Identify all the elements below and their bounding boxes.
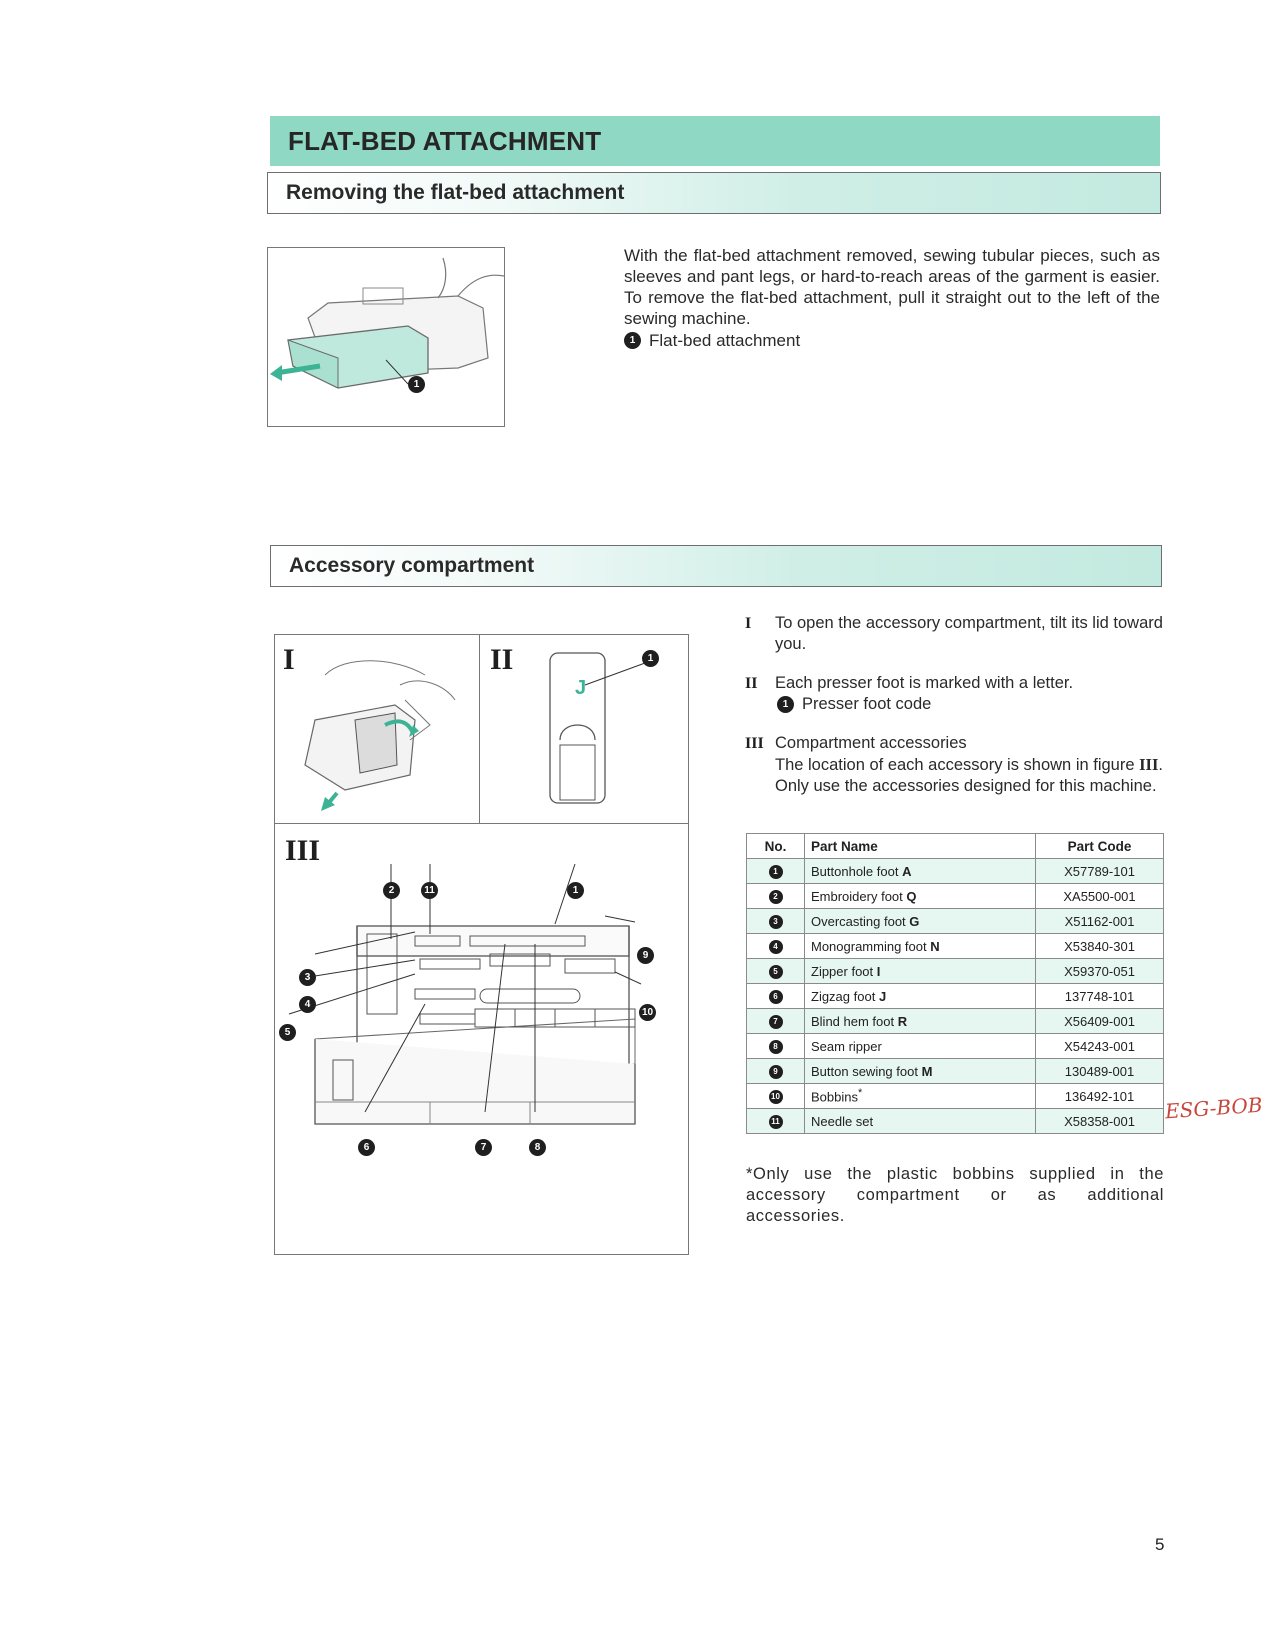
fig3-callout: 3 — [299, 969, 316, 986]
figure-III-label: III — [285, 834, 321, 867]
flatbed-illustration — [268, 248, 504, 426]
row-number: 3 — [769, 915, 783, 929]
legend-label: Presser foot code — [802, 695, 932, 713]
part-name: Embroidery foot Q — [805, 884, 1036, 909]
presser-foot-illustration — [540, 645, 680, 820]
step-text: To open the accessory compartment, tilt its lid toward you. — [775, 614, 1163, 653]
header-no: No. — [747, 834, 805, 859]
footnote: *Only use the plastic bobbins supplied in the accessory compartment or as additional accessories. — [746, 1165, 1164, 1225]
legend-num: 1 — [777, 696, 794, 713]
row-number: 7 — [769, 1015, 783, 1029]
part-letter: N — [930, 938, 940, 954]
row-number: 6 — [769, 990, 783, 1004]
row-number: 8 — [769, 1040, 783, 1054]
table-row — [747, 959, 1164, 984]
fig3-callout: 5 — [279, 1024, 296, 1041]
part-name: Overcasting foot G — [805, 909, 1036, 934]
removing-paragraph: With the flat-bed attachment removed, sewing tubular pieces, such as sleeves and pant legs, or hard-to-reach areas of the garment is easier. To remove the flat-bed attachment, pull it straight out to the left of the sewing machine. — [624, 246, 1160, 328]
part-code: 136492-101 — [1036, 1084, 1164, 1109]
fig3-callout: 7 — [475, 1139, 492, 1156]
table-row — [747, 1109, 1164, 1134]
part-name: Blind hem foot R — [805, 1009, 1036, 1034]
table-header — [747, 834, 1164, 859]
row-number: 10 — [769, 1090, 783, 1104]
table-row — [747, 859, 1164, 884]
figure-I-label: I — [283, 643, 295, 676]
table-row — [747, 1059, 1164, 1084]
row-number: 2 — [769, 890, 783, 904]
table-row — [747, 934, 1164, 959]
part-letter: G — [909, 913, 920, 929]
header-part-name: Part Name — [805, 834, 1036, 859]
accessory-heading: Accessory compartment — [289, 554, 535, 577]
step-num: I — [745, 615, 752, 632]
row-number: 9 — [769, 1065, 783, 1079]
part-letter: M — [921, 1063, 933, 1079]
page-number: 5 — [1155, 1535, 1165, 1554]
figure-III — [274, 823, 689, 1255]
part-name: Needle set — [805, 1109, 1036, 1134]
row-number: 11 — [769, 1115, 783, 1129]
handwritten-note: ESG-BOB — [1164, 1092, 1264, 1124]
part-name: Zipper foot I — [805, 959, 1036, 984]
table-row — [747, 884, 1164, 909]
step-III — [745, 733, 1165, 797]
part-code: X59370-051 — [1036, 959, 1164, 984]
part-letter: J — [878, 988, 887, 1004]
legend-num: 1 — [624, 332, 641, 349]
step-text: Compartment accessories — [775, 734, 967, 752]
fig3-callout: 10 — [639, 1004, 656, 1021]
table-row — [747, 909, 1164, 934]
accessory-steps — [745, 613, 1165, 815]
fig3-callout: 6 — [358, 1139, 375, 1156]
section-title: FLAT-BED ATTACHMENT — [288, 125, 602, 156]
flatbed-callout-1: 1 — [408, 376, 425, 393]
step-num: III — [745, 735, 764, 752]
fig3-callout: 4 — [299, 996, 316, 1013]
removing-callout-legend — [624, 330, 800, 351]
figure-II-callout: 1 — [642, 650, 659, 667]
table-row — [747, 1084, 1164, 1109]
header-part-code: Part Code — [1036, 834, 1164, 859]
part-name: Buttonhole foot A — [805, 859, 1036, 884]
step-text: Each presser foot is marked with a letter. — [775, 674, 1074, 692]
compartment-layout-illustration — [275, 824, 688, 1254]
step-num: II — [745, 675, 758, 692]
part-letter: Q — [906, 888, 917, 904]
part-letter: R — [897, 1013, 908, 1029]
step-III-detail: The location of each accessory is shown in figure III. Only use the accessories designed for this machine. — [775, 755, 1163, 795]
figure-II — [479, 634, 689, 824]
part-name: Monogramming foot N — [805, 934, 1036, 959]
legend-label: Flat-bed attachment — [649, 331, 801, 350]
part-name: Button sewing foot M — [805, 1059, 1036, 1084]
fig3-callout: 9 — [637, 947, 654, 964]
step-II-legend — [777, 694, 1073, 715]
part-code: X51162-001 — [1036, 909, 1164, 934]
part-letter: I — [876, 963, 881, 979]
row-number: 4 — [769, 940, 783, 954]
parts-table — [746, 833, 1164, 1134]
part-code: X57789-101 — [1036, 859, 1164, 884]
fig3-callout: 11 — [421, 882, 438, 899]
part-name: Seam ripper — [805, 1034, 1036, 1059]
part-name: Zigzag foot J — [805, 984, 1036, 1009]
row-number: 1 — [769, 865, 783, 879]
part-code: X58358-001 — [1036, 1109, 1164, 1134]
part-code: 130489-001 — [1036, 1059, 1164, 1084]
part-code: X56409-001 — [1036, 1009, 1164, 1034]
part-letter: * — [857, 1087, 863, 1100]
part-code: X53840-301 — [1036, 934, 1164, 959]
table-row — [747, 1009, 1164, 1034]
part-code: 137748-101 — [1036, 984, 1164, 1009]
fig3-callout: 8 — [529, 1139, 546, 1156]
row-number: 5 — [769, 965, 783, 979]
part-letter: A — [902, 863, 912, 879]
figure-I — [274, 634, 480, 824]
accessory-heading-bar — [270, 545, 1162, 587]
table-row — [747, 1034, 1164, 1059]
removing-heading-bar — [267, 172, 1161, 214]
figure-II-label: II — [490, 643, 514, 676]
part-code: XA5500-001 — [1036, 884, 1164, 909]
step-II — [745, 673, 1165, 715]
foot-letter: J — [575, 677, 587, 699]
flatbed-figure — [267, 247, 505, 427]
compartment-open-illustration — [285, 645, 475, 820]
step-I — [745, 613, 1165, 655]
removing-heading: Removing the flat-bed attachment — [286, 181, 625, 204]
section-title-banner — [270, 116, 1160, 166]
part-name: Bobbins* — [805, 1084, 1036, 1109]
table-row — [747, 984, 1164, 1009]
fig3-callout: 1 — [567, 882, 584, 899]
fig3-callout: 2 — [383, 882, 400, 899]
part-code: X54243-001 — [1036, 1034, 1164, 1059]
